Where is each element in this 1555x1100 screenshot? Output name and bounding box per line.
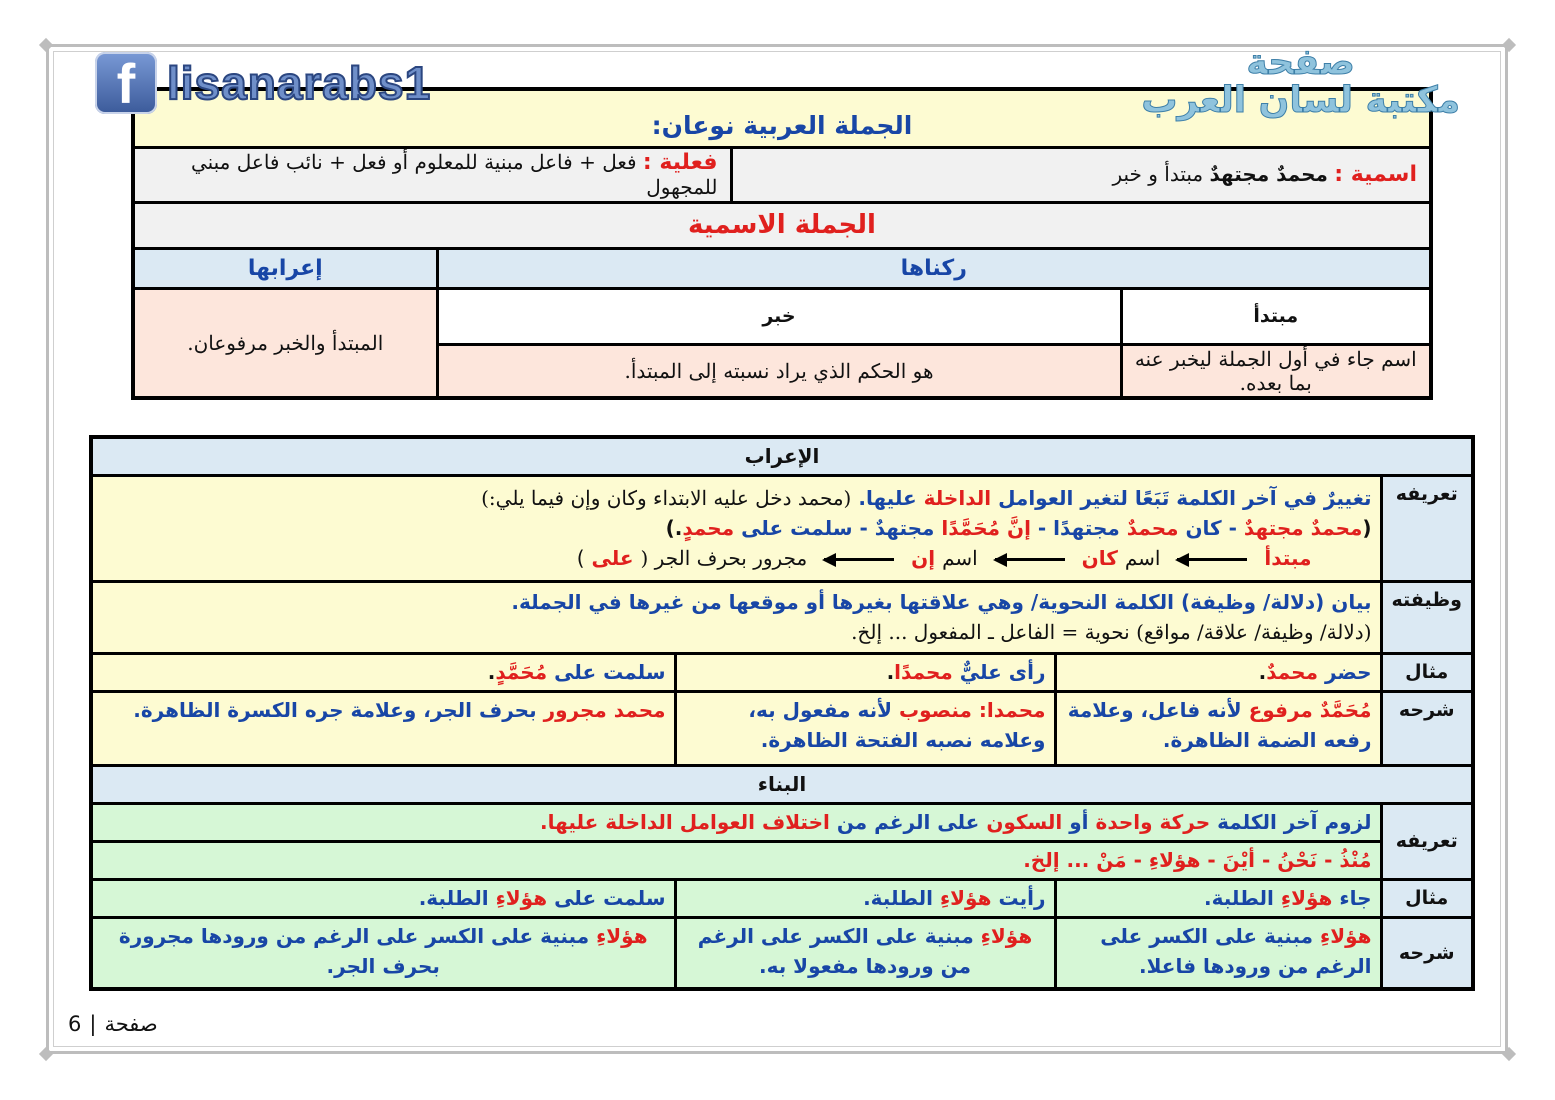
- bina-def-d: السكون: [986, 810, 1063, 834]
- bina-explain-1: [1055, 917, 1381, 989]
- verbal-cell: [133, 147, 731, 202]
- verbal-desc: فعل + فاعل مبنية للمعلوم أو فعل + نائب فاعل مبني للمجهول: [190, 150, 718, 199]
- be3-text: مبنية على الكسر على الرغم من ورودها مجرورة بحرف الجر.: [118, 923, 590, 978]
- func-line-1: بيان (دلالة/ وظيفة) الكلمة النحوية/ وهي علاقتها بغيرها أو موقعها من غيرها في الجملة.: [511, 590, 1372, 614]
- page-separator: |: [89, 1012, 97, 1036]
- page-word: صفحة: [104, 1012, 158, 1036]
- page-footer: [68, 1012, 158, 1036]
- irab-example-2: [675, 653, 1055, 691]
- library-logo: [1141, 44, 1460, 120]
- bina-explain-label: شرحه: [1381, 917, 1473, 989]
- be3-word: هؤلاءِ: [596, 923, 648, 948]
- facebook-icon: f: [95, 52, 157, 114]
- m3-noun: مُحَمَّدٍ: [495, 660, 548, 684]
- irab-explain-3: [91, 691, 675, 765]
- bm2-rest: الطلبة.: [863, 886, 933, 910]
- irab-example-1: [1055, 653, 1381, 691]
- m1-noun: محمدٌ: [1266, 660, 1318, 684]
- bm1-noun: هؤلاءِ: [1280, 886, 1333, 910]
- chain-majrur: مجرور بحرف الجر (: [640, 546, 808, 570]
- nominal-example: محمدٌ مجتهدٌ: [1209, 162, 1328, 186]
- example-5: إنَّ: [1007, 516, 1031, 540]
- m2-verb: رأى عليٌّ: [959, 660, 1046, 684]
- bina-def-label: تعريفه: [1381, 803, 1473, 879]
- bina-def-b: حركة واحدة: [1095, 810, 1211, 834]
- nominal-label: اسمية :: [1334, 162, 1417, 187]
- e2-text: لأنه مفعول به، وعلامه نصبه الفتحة الظاهرة.: [748, 697, 1046, 752]
- library-logo-line1: صفحة: [1246, 42, 1355, 83]
- subject-definition: اسم جاء في أول الجملة ليخبر عنه بما بعده.: [1121, 344, 1431, 398]
- predicate-heading: خبر: [437, 288, 1121, 344]
- predicate-definition: هو الحكم الذي يراد نسبته إلى المبتدأ.: [437, 344, 1121, 398]
- e2-case: منصوب: [899, 697, 972, 722]
- chain-ism: اسم: [1124, 546, 1161, 570]
- verbal-label: فعلية :: [642, 150, 718, 175]
- example-6: مُحَمَّدًا: [941, 516, 1001, 540]
- facebook-logo: [95, 52, 431, 114]
- m3-verb: سلمت على: [554, 660, 666, 684]
- irab-header: الإعراب: [91, 437, 1473, 475]
- parsing-heading: إعرابها: [133, 248, 437, 288]
- e3-text: بحرف الجر، وعلامة جره الكسرة الظاهرة.: [133, 697, 537, 722]
- irab-explain-label: شرحه: [1381, 691, 1473, 765]
- bina-def-c: أو: [1069, 810, 1089, 834]
- bm3-verb: سلمت على: [554, 886, 666, 910]
- bina-example-1: [1055, 879, 1381, 917]
- bina-header: البناء: [91, 765, 1473, 803]
- irab-def-label: تعريفه: [1381, 475, 1473, 581]
- bina-example-label: مثال: [1381, 879, 1473, 917]
- chain-ism-2: اسم: [942, 546, 978, 570]
- chain-close: ): [576, 546, 585, 570]
- chain-inna: إن: [911, 546, 936, 570]
- chain-ala: على: [591, 546, 634, 570]
- bm2-noun: هؤلاءِ: [939, 886, 992, 910]
- arrow-icon: [1177, 558, 1247, 561]
- example-1: محمدٌ مجتهدٌ: [1243, 516, 1363, 540]
- bm2-verb: رأيت: [998, 886, 1046, 910]
- e2-word: محمدا:: [978, 697, 1046, 722]
- bina-def-f: اختلاف العوامل الداخلة عليها.: [540, 810, 830, 834]
- chain-subject: مبتدأ: [1264, 546, 1312, 570]
- bm1-rest: الطلبة.: [1203, 886, 1274, 910]
- example-3: محمدٌ: [1126, 516, 1179, 540]
- arrow-icon: [995, 558, 1065, 561]
- def-text-b: الداخلة: [923, 486, 992, 510]
- def-text-d: (محمد دخل عليه الابتداء وكان وإن فيما يلي:): [481, 486, 852, 510]
- bina-example-3: [91, 879, 675, 917]
- be2-text: مبنية على الكسر على الرغم من ورودها مفعولا به.: [697, 923, 974, 978]
- irab-explain-1: [1055, 691, 1381, 765]
- example-paren: .): [665, 516, 683, 540]
- e1-case: مرفوع: [1248, 697, 1313, 722]
- example-8: محمدٍ: [682, 516, 735, 540]
- irab-example-label: مثال: [1381, 653, 1473, 691]
- bina-examples-words: مُنْذُ - نَحْنُ - أيْنَ - هؤلاءِ - مَنْ ... إلخ.: [91, 841, 1381, 879]
- be1-word: هؤلاءِ: [1319, 923, 1372, 948]
- e1-word: مُحَمَّدٌ: [1319, 697, 1372, 722]
- def-text-a: تغييرٌ في آخر الكلمة تَبَعًا لتغير العوامل: [998, 486, 1372, 510]
- bina-explain-2: [675, 917, 1055, 989]
- irab-explain-2: [675, 691, 1055, 765]
- example-4: مجتهدًا -: [1037, 516, 1120, 540]
- be1-text: مبنية على الكسر على الرغم من ورودها فاعلا.: [1100, 923, 1372, 978]
- def-text-c: عليها.: [858, 486, 917, 510]
- e3-case: مجرور: [543, 697, 607, 722]
- sentence-types-table: [131, 87, 1433, 400]
- e3-word: محمد: [613, 697, 666, 722]
- func-line-2: (دلالة/ وظيفة/ علاقة/ مواقع) نحوية = الفاعل ـ المفعول ... إلخ.: [851, 620, 1372, 644]
- example-7: مجتهدٌ - سلمت على: [741, 516, 935, 540]
- section-heading: الجملة الاسمية: [133, 202, 1431, 248]
- bm1-verb: جاء: [1339, 886, 1372, 910]
- irab-func-label: وظيفته: [1381, 581, 1473, 653]
- irab-example-3: [91, 653, 675, 691]
- m3-dot: .: [487, 660, 496, 684]
- bm3-rest: الطلبة.: [418, 886, 489, 910]
- irab-def-cell: [91, 475, 1381, 581]
- bina-def-e: على الرغم من: [836, 810, 980, 834]
- bm3-noun: هؤلاءِ: [495, 886, 548, 910]
- bina-explain-3: [91, 917, 675, 989]
- facebook-page-name: lisanarabs1: [167, 57, 432, 109]
- pillars-heading: ركناها: [437, 248, 1431, 288]
- bina-def-a: لزوم آخر الكلمة: [1217, 810, 1372, 834]
- page-number: 6: [68, 1012, 82, 1036]
- irab-func-cell: [91, 581, 1381, 653]
- subject-heading: مبتدأ: [1121, 288, 1431, 344]
- example-2: - كان: [1185, 516, 1237, 540]
- bina-def-cell: [91, 803, 1381, 841]
- page-title: الجملة العربية نوعان:: [133, 89, 1431, 147]
- irab-bina-table: [89, 435, 1475, 991]
- arrow-icon: [824, 558, 894, 561]
- library-logo-line2: مكتبة لسان العرب: [1141, 80, 1460, 121]
- be2-word: هؤلاءِ: [980, 923, 1033, 948]
- example-paren: (: [1362, 516, 1372, 540]
- nominal-cell: [731, 147, 1431, 202]
- m1-verb: حضر: [1324, 660, 1372, 684]
- m2-dot: .: [886, 660, 895, 684]
- m2-noun: محمدًا: [894, 660, 953, 684]
- chain-kana: كان: [1081, 546, 1118, 570]
- parsing-text: المبتدأ والخبر مرفوعان.: [133, 288, 437, 398]
- bina-example-2: [675, 879, 1055, 917]
- e1-text: لأنه فاعل، وعلامة رفعه الضمة الظاهرة.: [1067, 697, 1372, 752]
- m1-dot: .: [1258, 660, 1267, 684]
- nominal-desc: مبتدأ و خبر: [1112, 162, 1204, 186]
